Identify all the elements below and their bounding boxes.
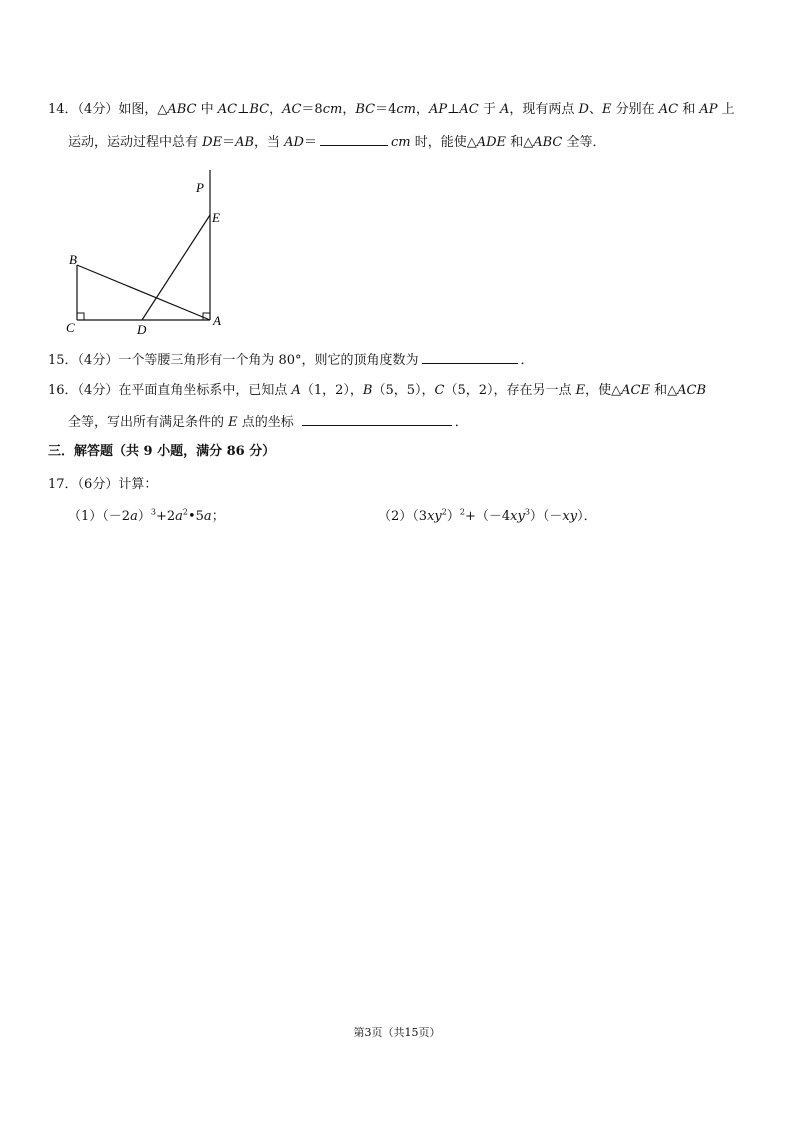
q15-answer-blank bbox=[422, 350, 518, 364]
q16-text: （5，2），存在另一点 bbox=[444, 383, 576, 398]
section-title: 三．解答题（共 9 小题，满分 86 分） bbox=[48, 444, 276, 459]
q17-math: +（－4 bbox=[464, 509, 511, 524]
q14-text: ＝ bbox=[303, 135, 317, 150]
q17-exponent: 3 bbox=[524, 507, 530, 517]
q17-var: a bbox=[203, 509, 212, 524]
q17-exponent: 2 bbox=[459, 507, 465, 517]
q17-number: 17． bbox=[48, 477, 78, 492]
q14-var: ABC bbox=[533, 135, 563, 150]
q14-var: D bbox=[578, 102, 589, 117]
q16-score: （4分） bbox=[77, 383, 119, 398]
q14-symbol: ⊥ bbox=[237, 102, 250, 117]
q14-text: ，现有两点 bbox=[509, 102, 579, 117]
q17-score: （6分） bbox=[77, 477, 119, 492]
q14-unit: cm bbox=[322, 102, 343, 117]
q14-var: AC bbox=[658, 102, 679, 117]
q15-score: （4分） bbox=[77, 353, 119, 368]
q14-answer-blank bbox=[320, 132, 388, 146]
q16-number: 16． bbox=[48, 383, 78, 398]
q15-text: ． bbox=[520, 353, 534, 368]
q14-var: AP bbox=[428, 102, 448, 117]
label-b: B bbox=[69, 252, 77, 267]
right-angle-c bbox=[77, 313, 84, 320]
q16-text: 全等，写出所有满足条件的 bbox=[68, 415, 229, 430]
q14-text: ， bbox=[342, 102, 356, 117]
q14-text: ＝ bbox=[222, 135, 236, 150]
q17-math: •5 bbox=[187, 509, 204, 524]
q16-var: E bbox=[228, 415, 238, 430]
q17-var: xy bbox=[510, 509, 525, 524]
q17-var: xy bbox=[562, 509, 578, 524]
q14-var: AD bbox=[284, 135, 304, 150]
q14-text: ＝8 bbox=[301, 102, 323, 117]
line-ba bbox=[77, 265, 210, 320]
q16-var: E bbox=[575, 383, 586, 398]
q14-text: 于 bbox=[478, 102, 500, 117]
line-de bbox=[142, 215, 210, 320]
triangle-figure bbox=[60, 170, 240, 340]
q16-text: （1，2）， bbox=[300, 383, 363, 398]
q14-unit: cm bbox=[391, 135, 411, 150]
q17-text: 计算： bbox=[118, 477, 158, 492]
q14-number: 14． bbox=[48, 102, 78, 117]
q14-line2 bbox=[68, 132, 605, 153]
page-footer: 第3页（共15页） bbox=[353, 1026, 441, 1039]
label-e: E bbox=[212, 210, 220, 225]
q16-text: 和△ bbox=[649, 383, 678, 398]
label-c: C bbox=[66, 320, 75, 335]
q17-var: a bbox=[175, 509, 183, 524]
q16-var: C bbox=[434, 383, 445, 398]
q16-line2 bbox=[68, 412, 468, 433]
q14-text: 和 bbox=[678, 102, 700, 117]
q16-text: ，使△ bbox=[585, 383, 622, 398]
q14-text: ， bbox=[269, 102, 283, 117]
q17-math: （－2 bbox=[102, 509, 131, 524]
q17-part-label: （2） bbox=[378, 509, 413, 524]
q15-text: 一个等腰三角形有一个角为 80°，则它的顶角度数为 bbox=[118, 353, 419, 368]
q14-symbol: ⊥ bbox=[447, 102, 460, 117]
q14-unit: cm bbox=[396, 102, 416, 117]
q15-number: 15． bbox=[48, 353, 78, 368]
q14-var: BC bbox=[249, 102, 270, 117]
q14-var: AC bbox=[217, 102, 238, 117]
q16-text: ． bbox=[454, 415, 468, 430]
q17-math: ） bbox=[446, 509, 460, 524]
q14-var: AC bbox=[459, 102, 479, 117]
q16-text: 点的坐标 bbox=[237, 415, 294, 430]
q17-part-label: （1） bbox=[68, 509, 103, 524]
q14-text: ＝4 bbox=[375, 102, 397, 117]
q14-var: BC bbox=[355, 102, 376, 117]
q17-line bbox=[48, 475, 157, 495]
q14-text: 全等． bbox=[562, 135, 606, 150]
q14-score: （4分） bbox=[77, 102, 119, 117]
q14-var: DE bbox=[202, 135, 223, 150]
q14-text: 时，能使△ bbox=[410, 135, 477, 150]
q17-part2 bbox=[378, 507, 597, 527]
q16-var: ACE bbox=[621, 383, 650, 398]
q17-math: （3 bbox=[412, 509, 428, 524]
q14-text: ， bbox=[415, 102, 429, 117]
q14-text: 运动，运动过程中总有 bbox=[68, 135, 203, 150]
q17-math: ） bbox=[137, 509, 151, 524]
q16-text: （5，5）， bbox=[372, 383, 435, 398]
q14-text: 和△ bbox=[506, 135, 534, 150]
q16-var: B bbox=[362, 383, 373, 398]
q14-text: 上 bbox=[717, 102, 735, 117]
label-d: D bbox=[137, 322, 147, 337]
q17-math: ； bbox=[211, 509, 225, 524]
q14-text: 分别在 bbox=[611, 102, 659, 117]
q16-var: ACB bbox=[677, 383, 707, 398]
q15-line bbox=[48, 350, 534, 371]
q16-line1 bbox=[48, 381, 706, 401]
q17-var: xy bbox=[427, 509, 442, 524]
q16-answer-blank bbox=[302, 412, 452, 426]
q14-var: A bbox=[499, 102, 510, 117]
q17-math: ）（－ bbox=[529, 509, 563, 524]
q14-text: 如图，△ bbox=[118, 102, 168, 117]
q14-var: E bbox=[601, 102, 612, 117]
label-p: P bbox=[196, 180, 204, 195]
q14-var: AC bbox=[282, 102, 302, 117]
q17-exponent: 2 bbox=[182, 507, 188, 517]
q14-text: 、 bbox=[588, 102, 602, 117]
q17-exponent: 2 bbox=[441, 507, 447, 517]
q14-var: ADE bbox=[476, 135, 507, 150]
q17-math: ）． bbox=[577, 509, 597, 524]
q17-math: +2 bbox=[155, 509, 176, 524]
q14-text: 中 bbox=[196, 102, 218, 117]
q17-var: a bbox=[130, 509, 138, 524]
label-a: A bbox=[213, 313, 221, 328]
q14-text: ，当 bbox=[254, 135, 285, 150]
q16-text: 在平面直角坐标系中，已知点 bbox=[118, 383, 292, 398]
q17-part1 bbox=[68, 507, 225, 527]
q14-var: AP bbox=[699, 102, 718, 117]
q14-var: ABC bbox=[167, 102, 197, 117]
q17-exponent: 3 bbox=[150, 507, 156, 517]
q16-var: A bbox=[291, 383, 301, 398]
q14-var: AB bbox=[235, 135, 255, 150]
q14-line1 bbox=[48, 100, 735, 120]
